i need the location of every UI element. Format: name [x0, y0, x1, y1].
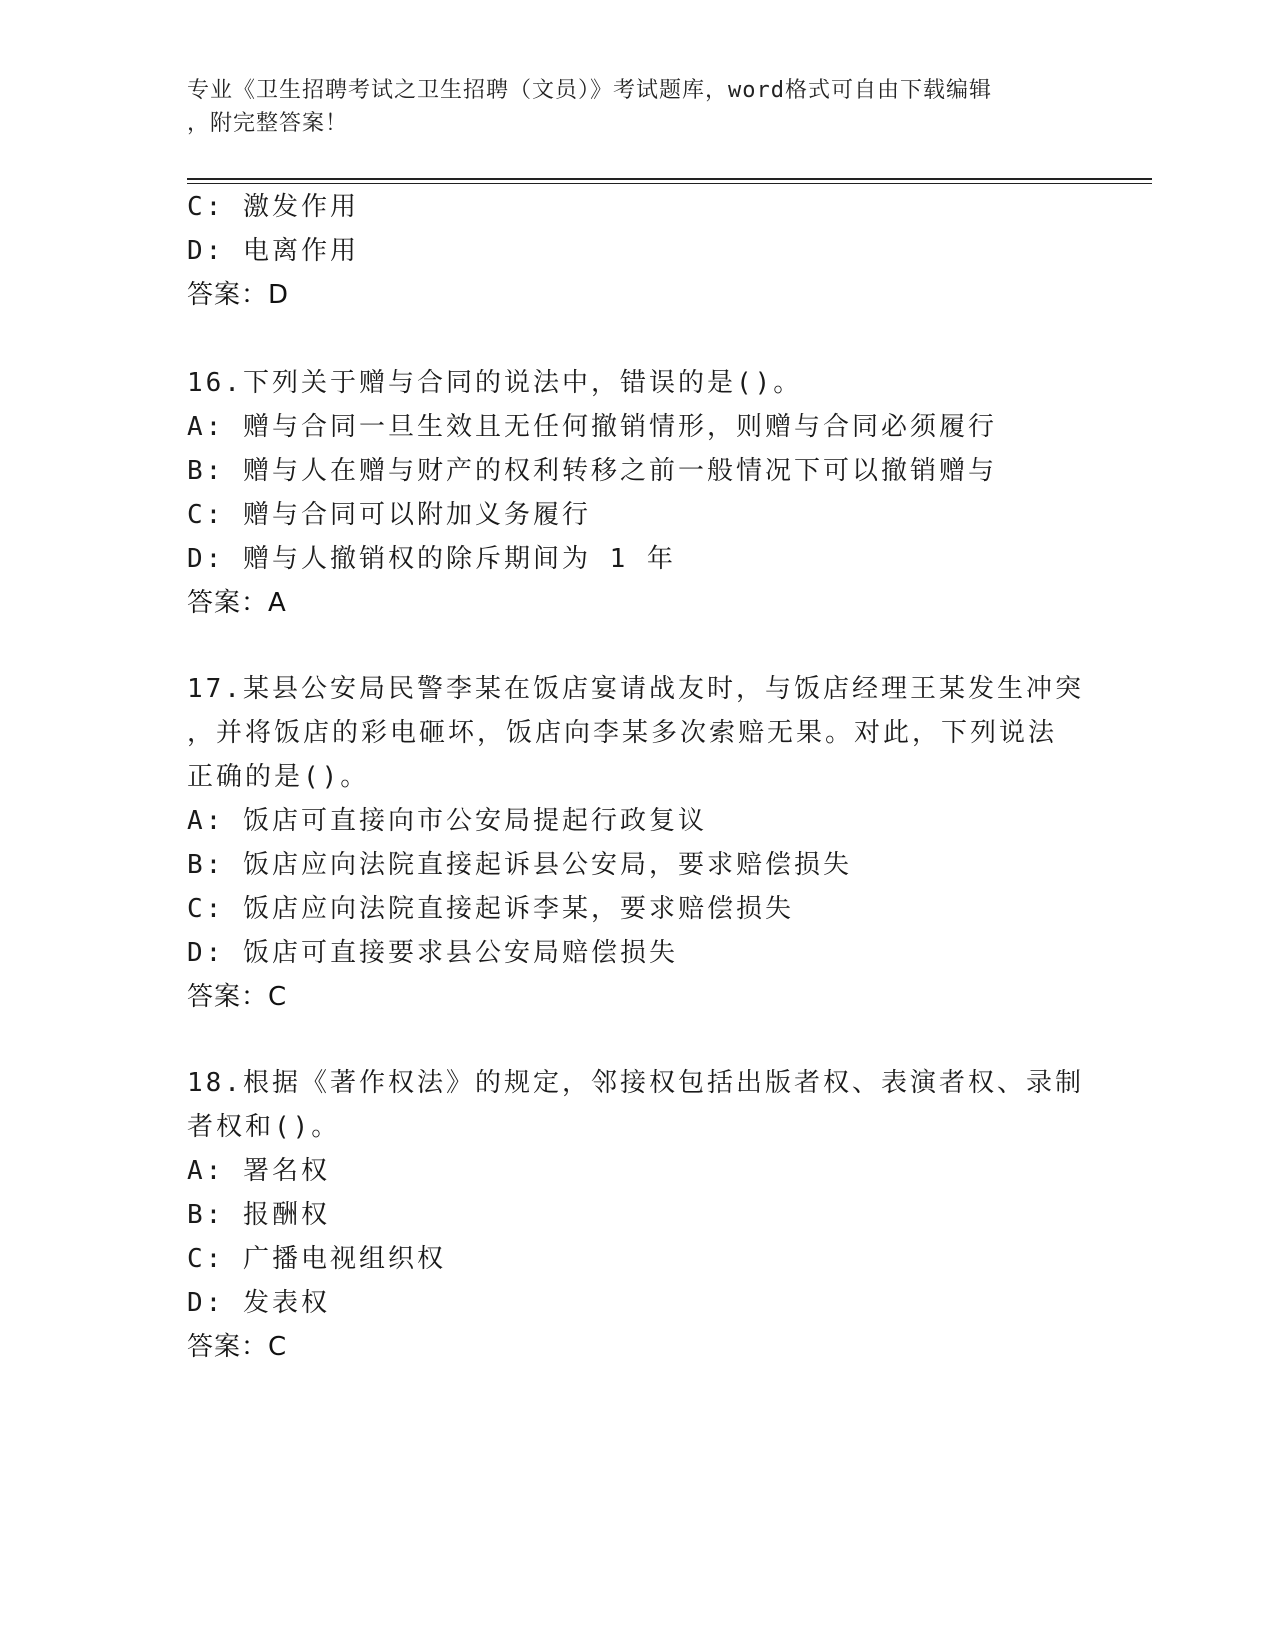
q18-option-a: A: 署名权 [187, 1156, 330, 1186]
q17-option-d: D: 饭店可直接要求县公安局赔偿损失 [187, 938, 678, 968]
q18-option-b: B: 报酬权 [187, 1200, 330, 1230]
q15-answer: 答案：D [187, 280, 290, 310]
q17-answer: 答案：C [187, 982, 288, 1012]
header-line-1: 专业《卫生招聘考试之卫生招聘（文员）》考试题库，word格式可自由下载编辑 [187, 78, 992, 103]
q16-option-b: B: 赠与人在赠与财产的权利转移之前一般情况下可以撤销赠与 [187, 456, 997, 486]
q17-option-b: B: 饭店应向法院直接起诉县公安局，要求赔偿损失 [187, 850, 852, 880]
q17-option-a: A: 饭店可直接向市公安局提起行政复议 [187, 806, 707, 836]
q15-option-d: D: 电离作用 [187, 236, 359, 266]
q18-stem-line-1: 18.根据《著作权法》的规定，邻接权包括出版者权、表演者权、录制 [187, 1068, 1084, 1098]
header-divider-thin [187, 183, 1152, 184]
q15-option-c: C: 激发作用 [187, 192, 359, 222]
q17-stem-line-2: ，并将饭店的彩电砸坏，饭店向李某多次索赔无果。对此，下列说法 [187, 718, 1058, 748]
header-line-2: ，附完整答案！ [187, 111, 349, 136]
q17-stem-line-1: 17.某县公安局民警李某在饭店宴请战友时，与饭店经理王某发生冲突 [187, 674, 1084, 704]
q16-option-d: D: 赠与人撤销权的除斥期间为 1 年 [187, 544, 676, 574]
q17-option-c: C: 饭店应向法院直接起诉李某，要求赔偿损失 [187, 894, 794, 924]
q16-stem: 16.下列关于赠与合同的说法中，错误的是()。 [187, 368, 803, 398]
q16-option-c: C: 赠与合同可以附加义务履行 [187, 500, 591, 530]
q17-stem-line-3: 正确的是()。 [187, 762, 370, 792]
header-divider [187, 178, 1152, 180]
q16-option-a: A: 赠与合同一旦生效且无任何撤销情形，则赠与合同必须履行 [187, 412, 997, 442]
q18-stem-line-2: 者权和()。 [187, 1112, 341, 1142]
page-header [187, 74, 1067, 140]
q18-answer: 答案：C [187, 1332, 288, 1362]
q18-option-c: C: 广播电视组织权 [187, 1244, 446, 1274]
q18-option-d: D: 发表权 [187, 1288, 330, 1318]
q16-answer: 答案：A [187, 588, 287, 618]
